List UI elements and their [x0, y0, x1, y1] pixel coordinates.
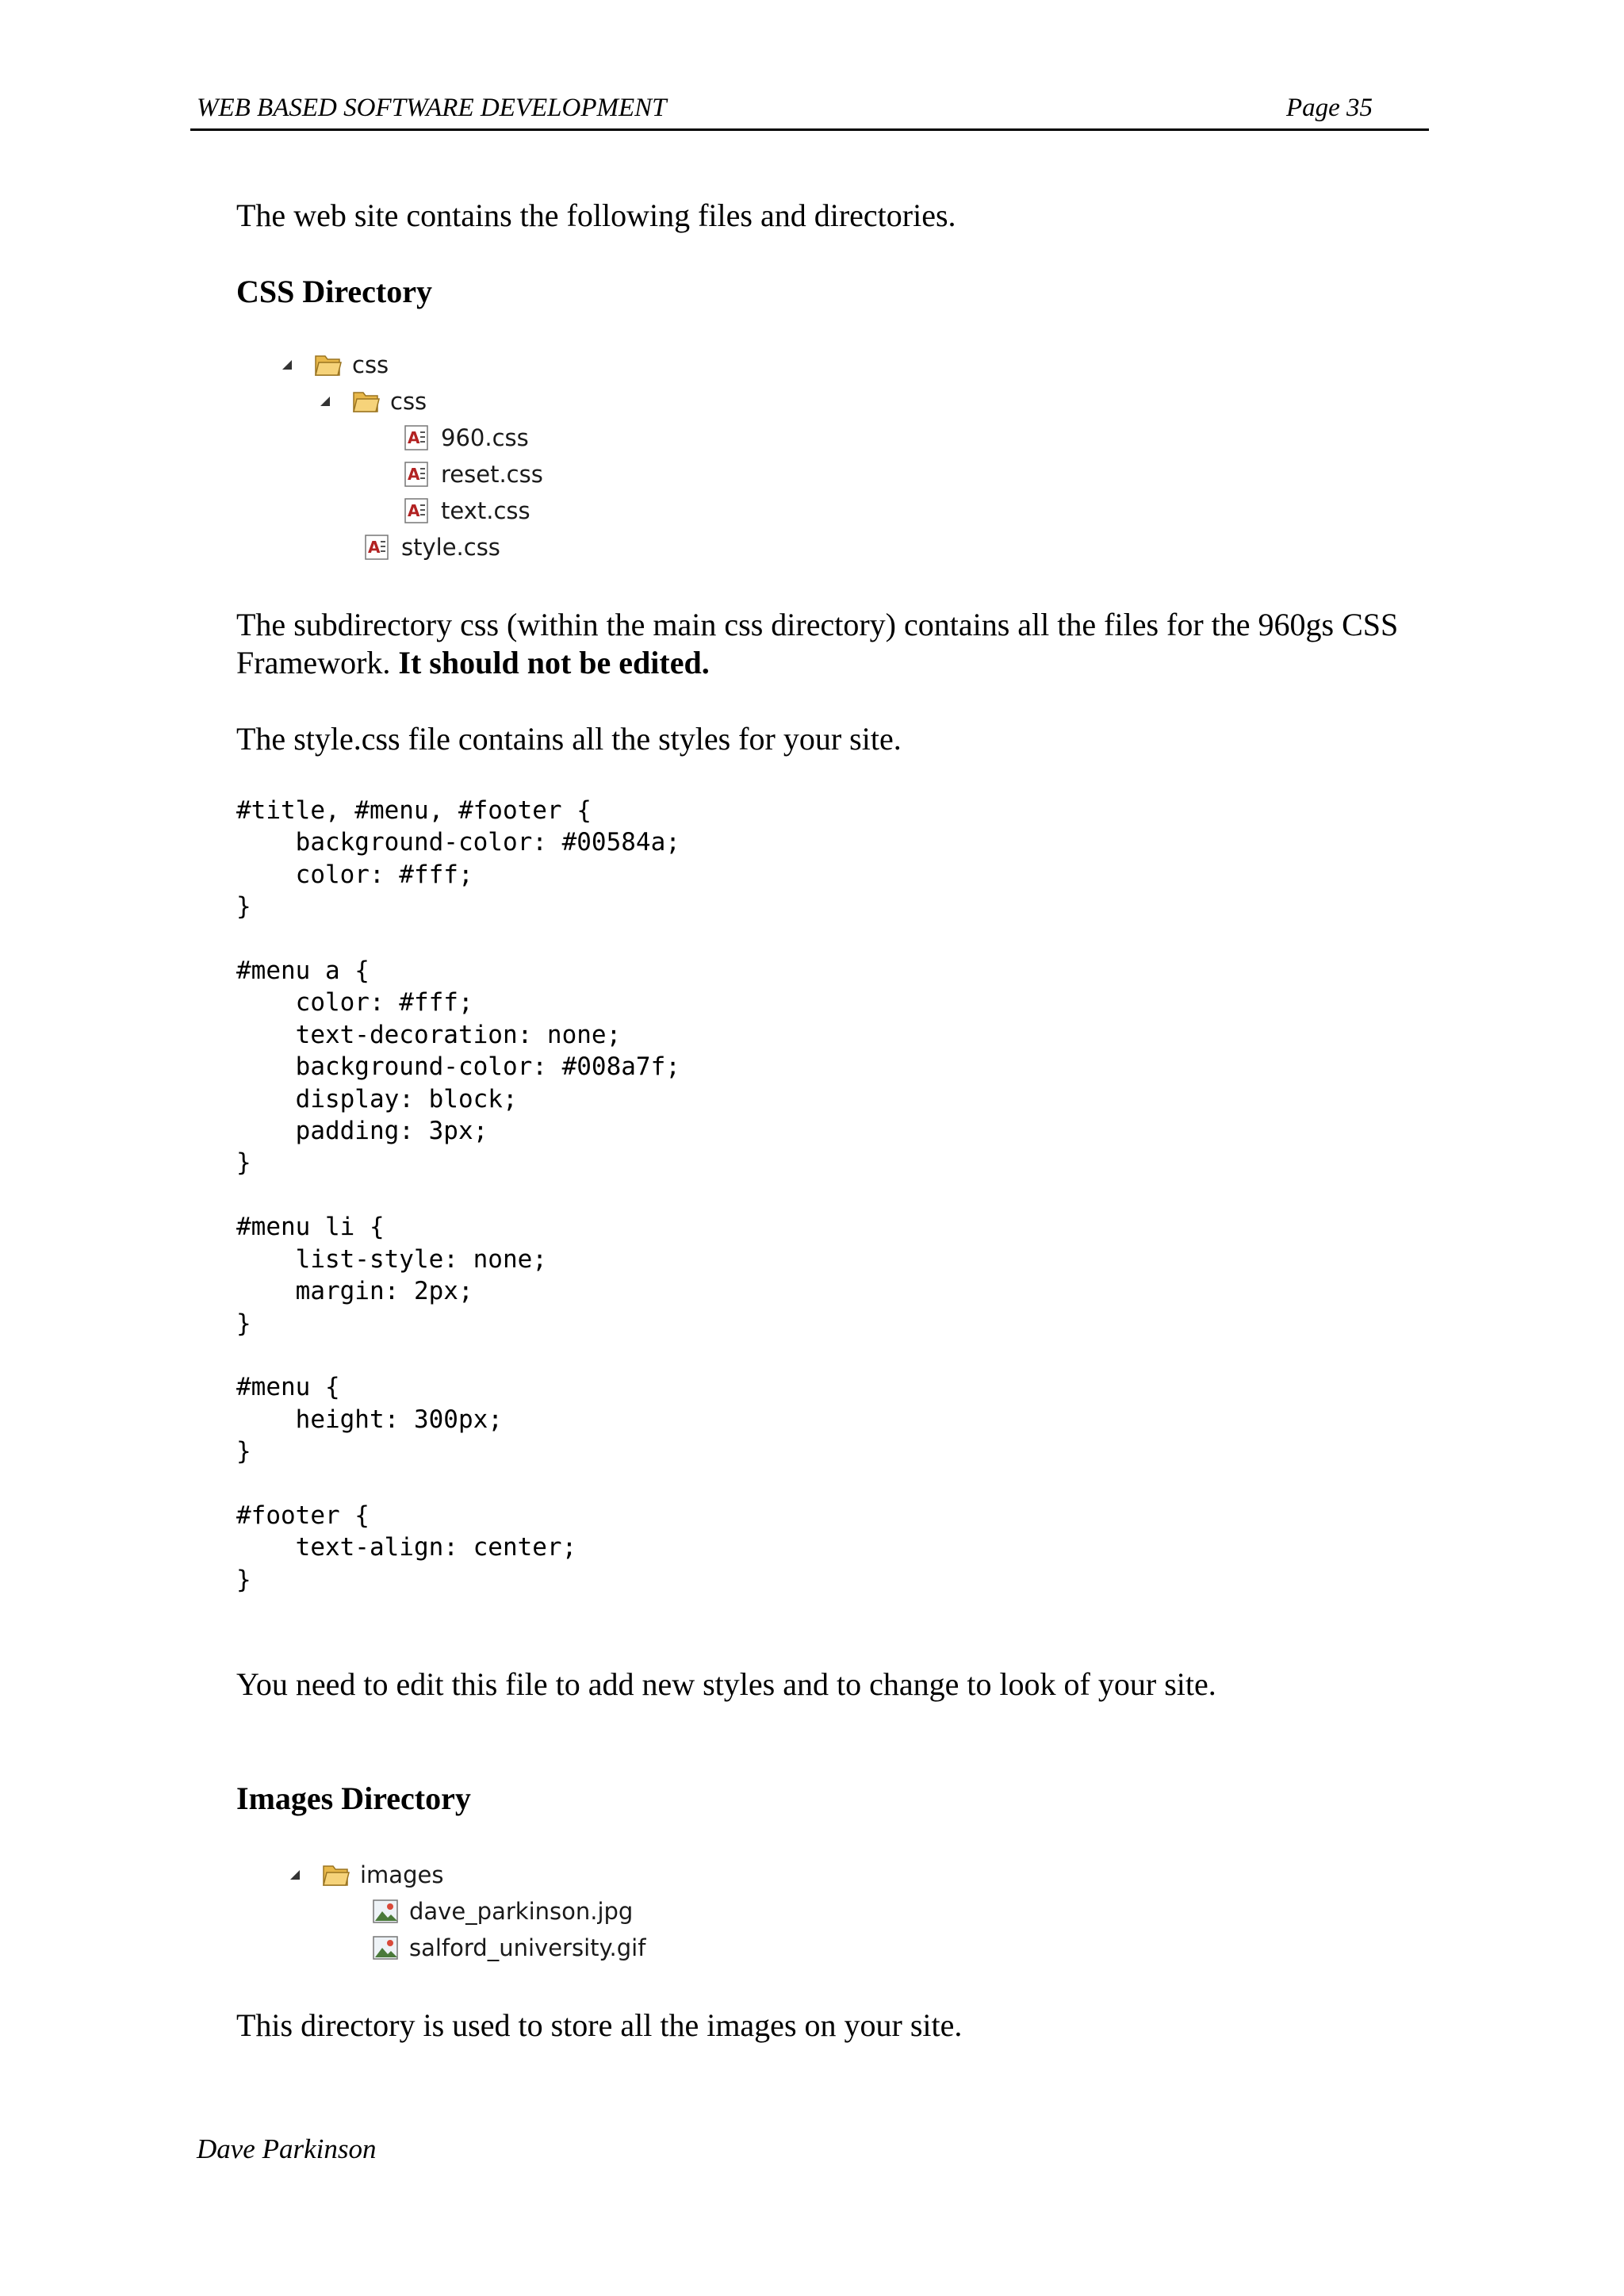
- tree-label: css: [352, 351, 389, 378]
- tree-node-css-sub[interactable]: [320, 385, 427, 417]
- tree-label: style.css: [401, 534, 500, 561]
- image-file-icon: [371, 1934, 400, 1961]
- tree-node-file[interactable]: [403, 422, 529, 454]
- style-file-paragraph: The style.css file contains all the styles for your site.: [236, 721, 902, 757]
- header-rule: [190, 128, 1429, 131]
- expanded-triangle-icon[interactable]: [290, 1870, 300, 1880]
- folder-open-icon: [352, 388, 381, 415]
- tree-label: text.css: [441, 497, 530, 524]
- css-file-icon: [363, 534, 392, 561]
- intro-paragraph: The web site contains the following files and directories.: [236, 197, 956, 233]
- warning-text: It should not be edited.: [398, 645, 710, 680]
- tree-label: css: [390, 388, 427, 415]
- tree-label: salford_university.gif: [409, 1934, 646, 1961]
- code-block: #title, #menu, #footer { background-color: #00584a; color: #fff; } #menu a { color: #fff; text-decoration: none; background-color: #008a7f; display: block; padding: 3px; } #menu li { list-style: none; margin: 2px; } #menu { height: 300px; } #footer { text-align: center; }: [236, 796, 680, 1594]
- svg-text:A: A: [408, 465, 420, 484]
- tree-node-file[interactable]: [403, 495, 530, 527]
- css-subdirectory-paragraph: [236, 606, 1410, 682]
- edit-file-paragraph: You need to edit this file to add new styles and to change to look of your site.: [236, 1666, 1216, 1702]
- tree-label: dave_parkinson.jpg: [409, 1898, 634, 1925]
- tree-node-file[interactable]: [403, 458, 543, 490]
- folder-open-icon: [314, 351, 343, 378]
- running-header-title: WEB BASED SOFTWARE DEVELOPMENT: [197, 94, 667, 122]
- tree-node-file[interactable]: [363, 531, 500, 563]
- svg-text:A: A: [408, 501, 420, 520]
- expanded-triangle-icon[interactable]: [282, 360, 292, 370]
- tree-node-file[interactable]: [371, 1895, 633, 1927]
- tree-label: reset.css: [441, 461, 543, 488]
- images-directory-heading: Images Directory: [236, 1780, 471, 1816]
- css-file-icon: [403, 461, 431, 488]
- tree-node-file[interactable]: [371, 1932, 645, 1964]
- svg-text:A: A: [368, 538, 381, 557]
- page-number: Page 35: [1286, 94, 1373, 122]
- tree-node-images[interactable]: [290, 1859, 443, 1891]
- css-file-icon: [403, 497, 431, 524]
- folder-open-icon: [322, 1861, 350, 1888]
- image-file-icon: [371, 1898, 400, 1925]
- paragraph-text: The subdirectory css (within the main css directory) contains all the files for the 960gs CSS Framework.: [236, 607, 1399, 680]
- expanded-triangle-icon[interactable]: [320, 397, 330, 406]
- tree-label: images: [360, 1861, 444, 1888]
- tree-label: 960.css: [441, 424, 529, 451]
- svg-text:A: A: [408, 428, 420, 447]
- tree-node-css-root[interactable]: [282, 349, 389, 381]
- footer-author: Dave Parkinson: [197, 2133, 377, 2164]
- images-paragraph: This directory is used to store all the images on your site.: [236, 2007, 963, 2043]
- css-file-icon: [403, 424, 431, 451]
- css-directory-heading: CSS Directory: [236, 274, 432, 309]
